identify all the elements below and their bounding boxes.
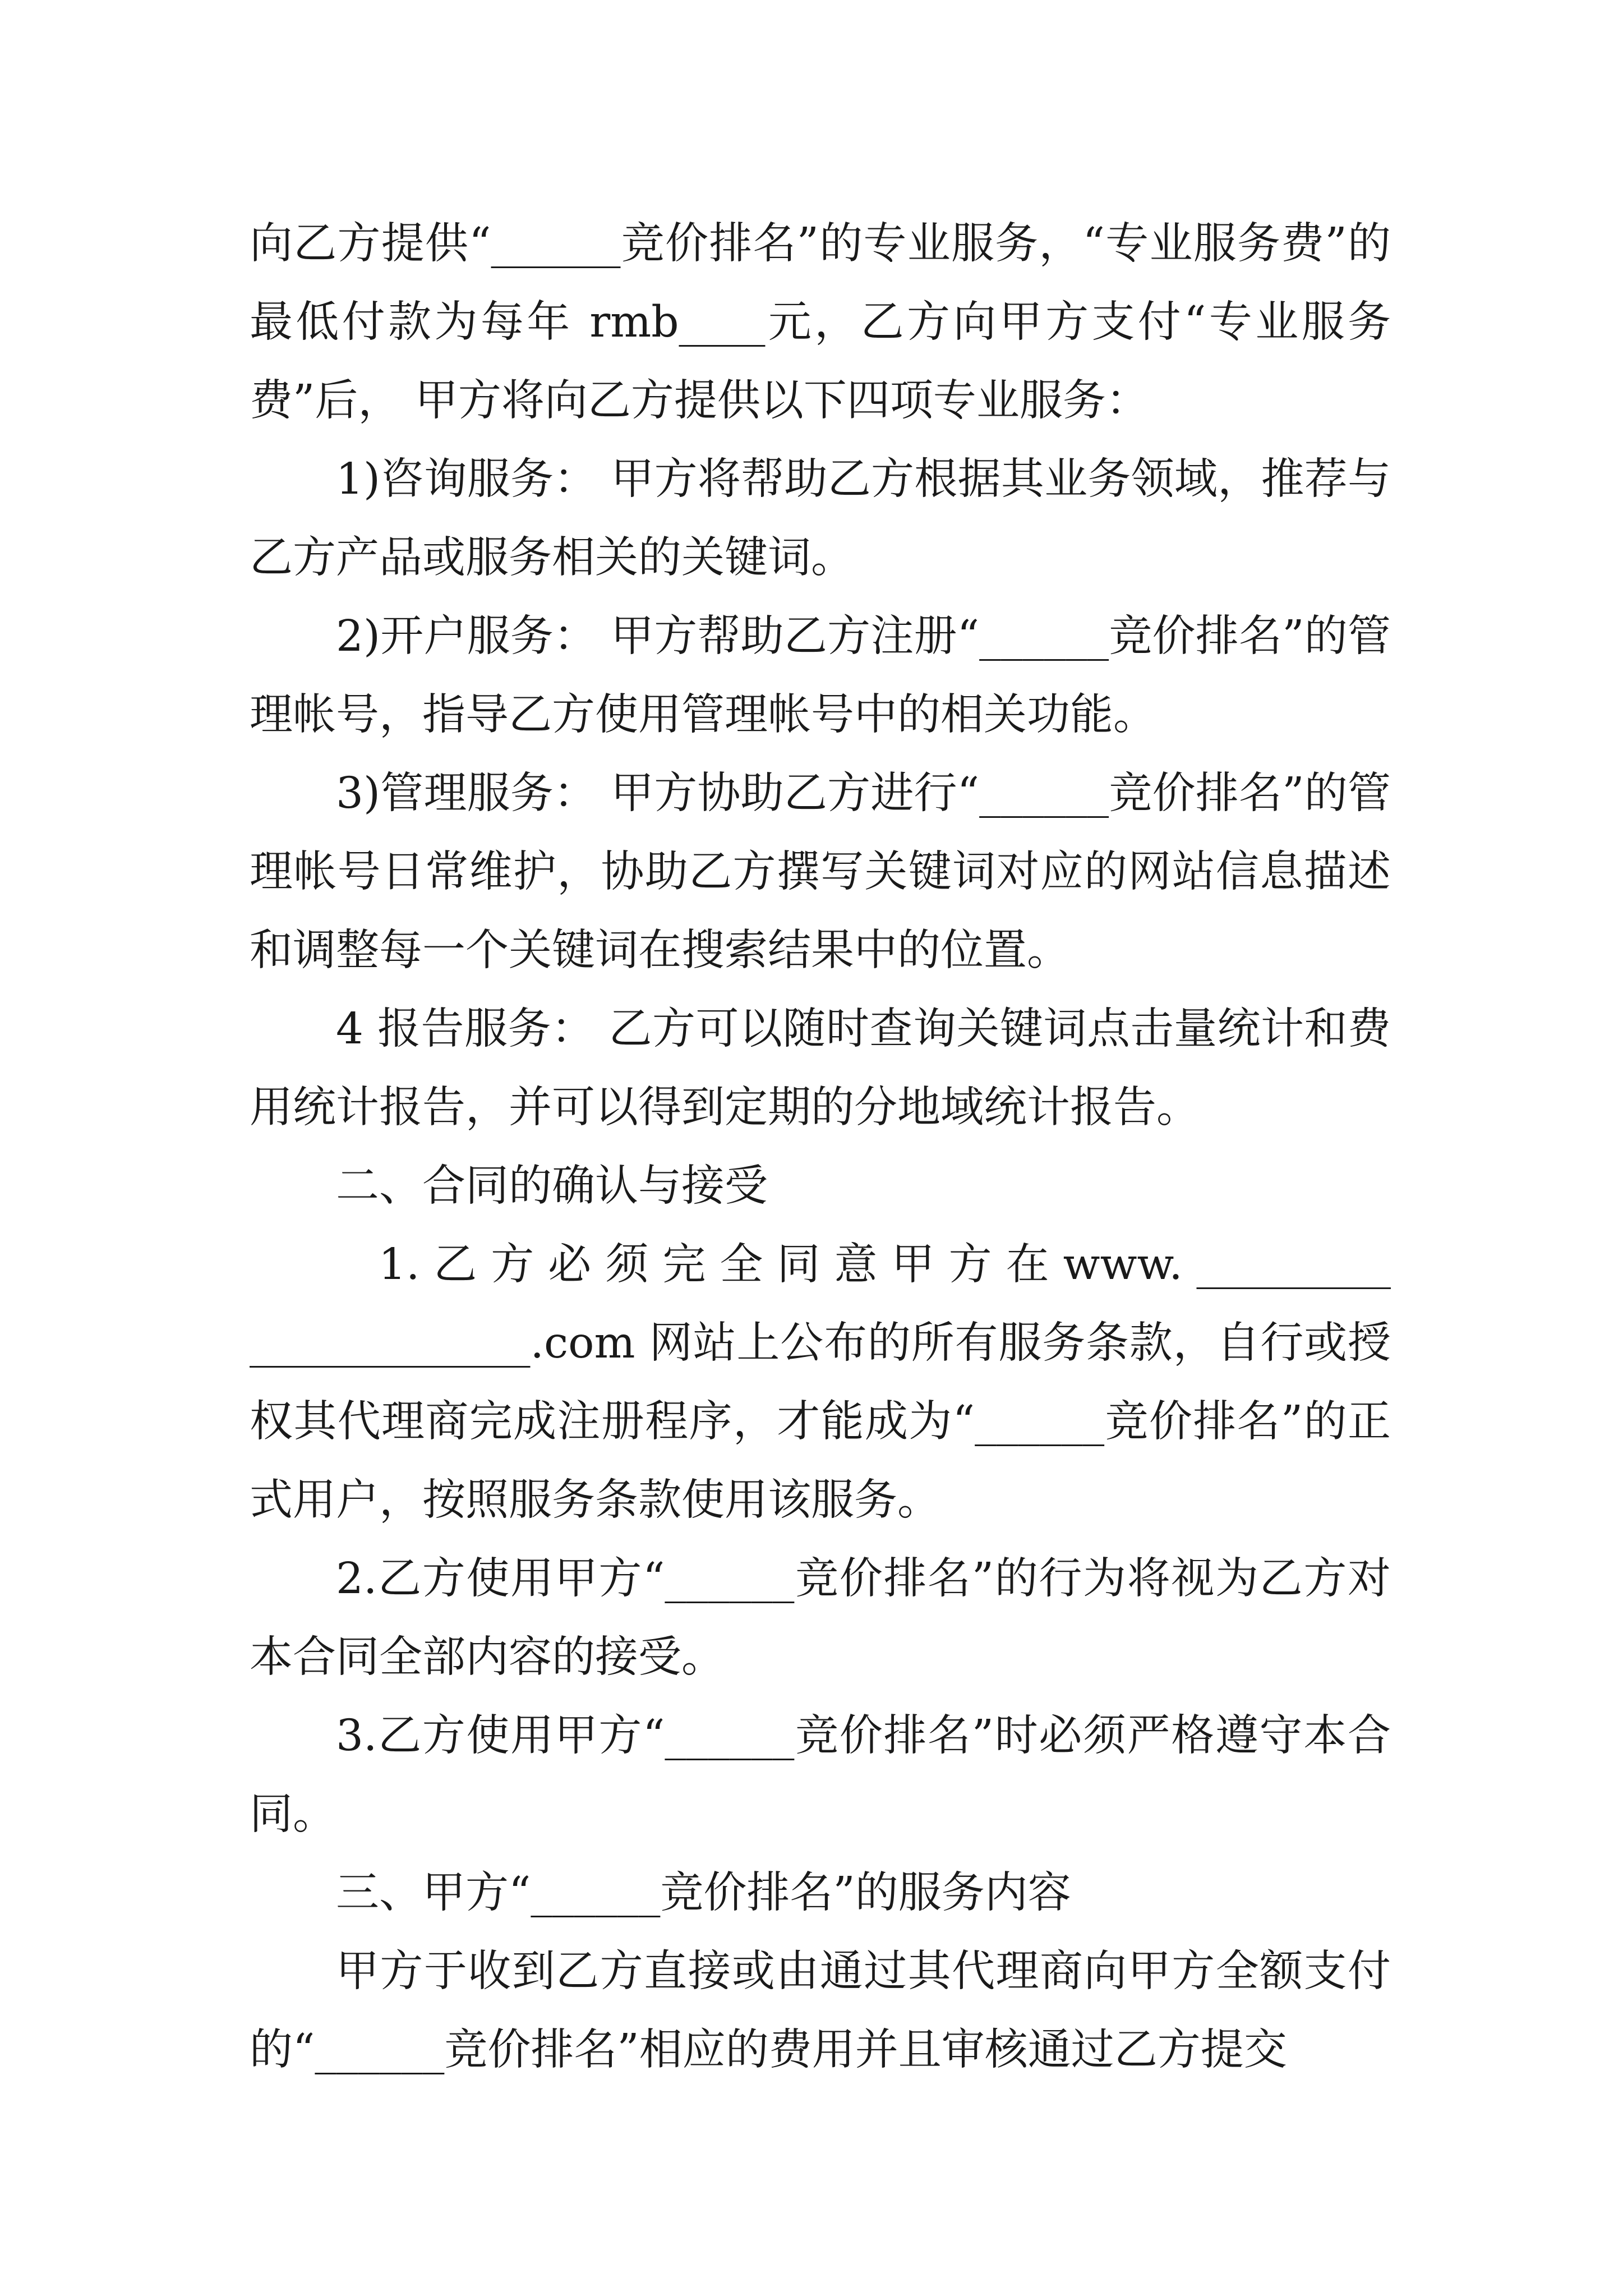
- paragraph-clause-2: 2.乙方使用甲方“______竞价排名”的行为将视为乙方对本合同全部内容的接受。: [250, 1554, 1391, 1682]
- paragraph-service-content: 甲方于收到乙方直接或由通过其代理商向甲方全额支付的“______竞价排名”相应的费用并且审核通过乙方提交: [250, 1947, 1391, 2075]
- paragraph-clause-1: 1. 乙 方 必 须 完 全 同 意 甲 方 在 www. ______________________.com 网站上公布的所有服务条款，自行或授权其代理商完成注册程序，才能成为“______竞价排名”的正式用户，按照服务条款使用该服务。: [250, 1240, 1391, 1525]
- section-heading-contract-acceptance: 二、合同的确认与接受: [336, 1161, 768, 1211]
- paragraph-clause-3: 3.乙方使用甲方“______竞价排名”时必须严格遵守本合同。: [250, 1711, 1391, 1839]
- paragraph-management-service: 3)管理服务： 甲方协助乙方进行“______竞价排名”的管理帐号日常维护，协助乙方撰写关键词对应的网站信息描述和调整每一个关键词在搜索结果中的位置。: [250, 769, 1391, 976]
- paragraph-account-opening-service: 2)开户服务： 甲方帮助乙方注册“______竞价排名”的管理帐号，指导乙方使用管理帐号中的相关功能。: [250, 611, 1391, 740]
- paragraph-consulting-service: 1)咨询服务： 甲方将帮助乙方根据其业务领域，推荐与乙方产品或服务相关的关键词。: [250, 454, 1391, 583]
- section-heading-service-content: 三、甲方“______竞价排名”的服务内容: [336, 1868, 1071, 1918]
- document-body: [250, 205, 1391, 2090]
- paragraph-service-fee: 向乙方提供“______竞价排名”的专业服务，“专业服务费”的最低付款为每年 rmb____元，乙方向甲方支付“专业服务费”后， 甲方将向乙方提供以下四项专业服务：: [250, 219, 1391, 426]
- paragraph-reporting-service: 4 报告服务： 乙方可以随时查询关键词点击量统计和费用统计报告，并可以得到定期的分地域统计报告。: [250, 1004, 1391, 1133]
